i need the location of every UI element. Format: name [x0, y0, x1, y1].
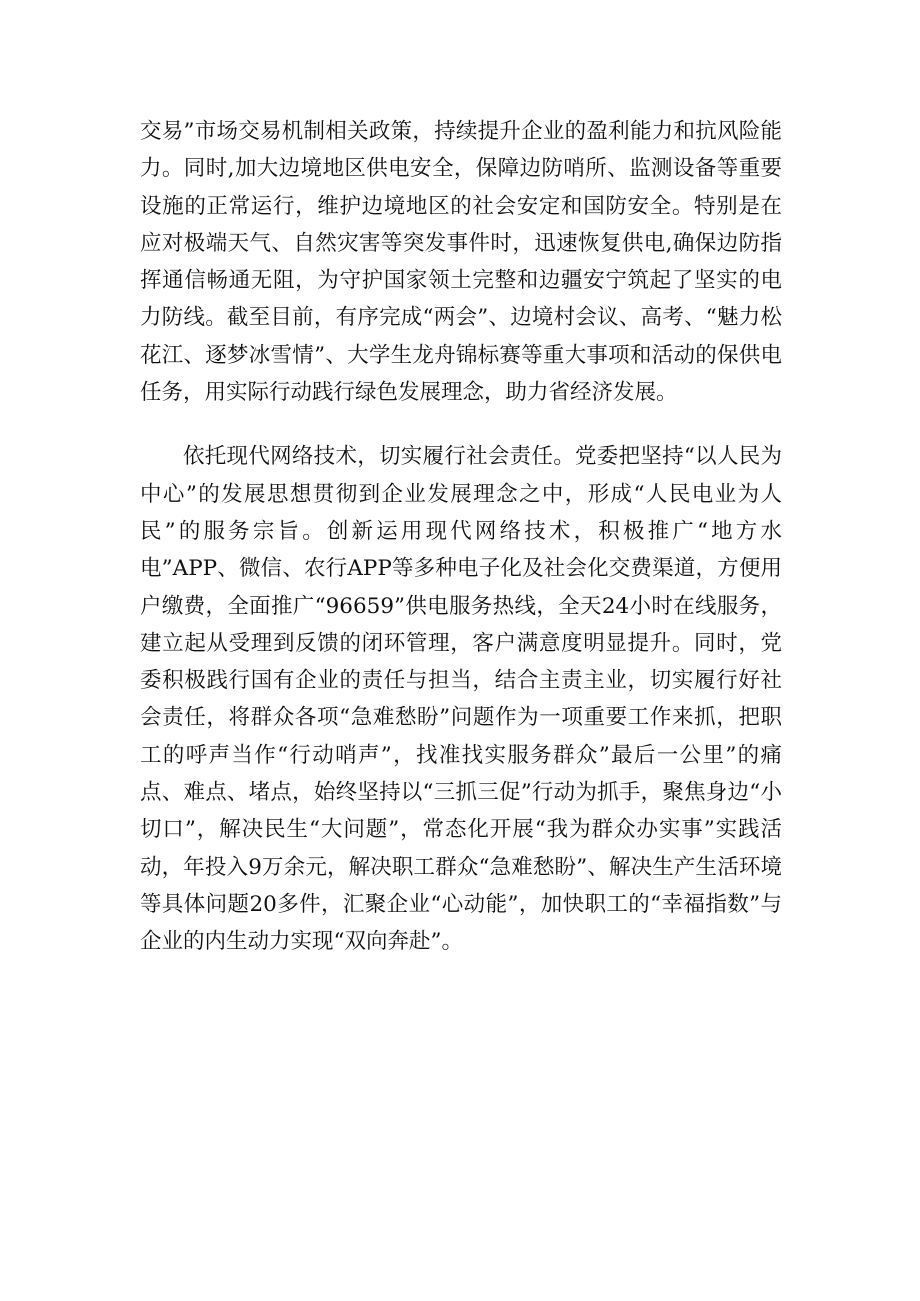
- document-body: [140, 113, 782, 961]
- paragraph-network-technology: 依托现代网络技术，切实履行社会责任。党委把坚持“以人民为中心”的发展思想贯彻到企业发展理念之中，形成“人民电业为人民”的服务宗旨。创新运用现代网络技术，积极推广“地方水电”APP、微信、农行APP等多种电子化及社会化交费渠道，方便用户缴费，全面推广“96659”供电服务热线，全天24小时在线服务，建立起从受理到反馈的闭环管理，客户满意度明显提升。同时，党委积极践行国有企业的责任与担当，结合主责主业，切实履行好社会责任，将群众各项“急难愁盼”问题作为一项重要工作来抓，把职工的呼声当作“行动哨声”，找准找实服务群众”最后一公里”的痛点、难点、堵点，始终坚持以“三抓三促”行动为抓手，聚焦身边“小切口”，解决民生“大问题”，常态化开展“我为群众办实事”实践活动，年投入9万余元，解决职工群众“急难愁盼”、解决生产生活环境等具体问题20多件，汇聚企业“心动能”，加快职工的“幸福指数”与企业的内生动力实现“双向奔赴”。: [140, 444, 782, 955]
- paragraph-continued: 交易”市场交易机制相关政策，持续提升企业的盈利能力和抗风险能力。同时,加大边境地区供电安全，保障边防哨所、监测设备等重要设施的正常运行，维护边境地区的社会安定和国防安全。特别是在应对极端天气、自然灾害等突发事件时，迅速恢复供电,确保边防指挥通信畅通无阻，为守护国家领土完整和边疆安宁筑起了坚实的电力防线。截至目前，有序完成“两会”、边境村会议、高考、“魅力松花江、逐梦冰雪情”、大学生龙舟锦标赛等重大事项和活动的保供电任务，用实际行动践行绿色发展理念，助力省经济发展。: [140, 119, 782, 406]
